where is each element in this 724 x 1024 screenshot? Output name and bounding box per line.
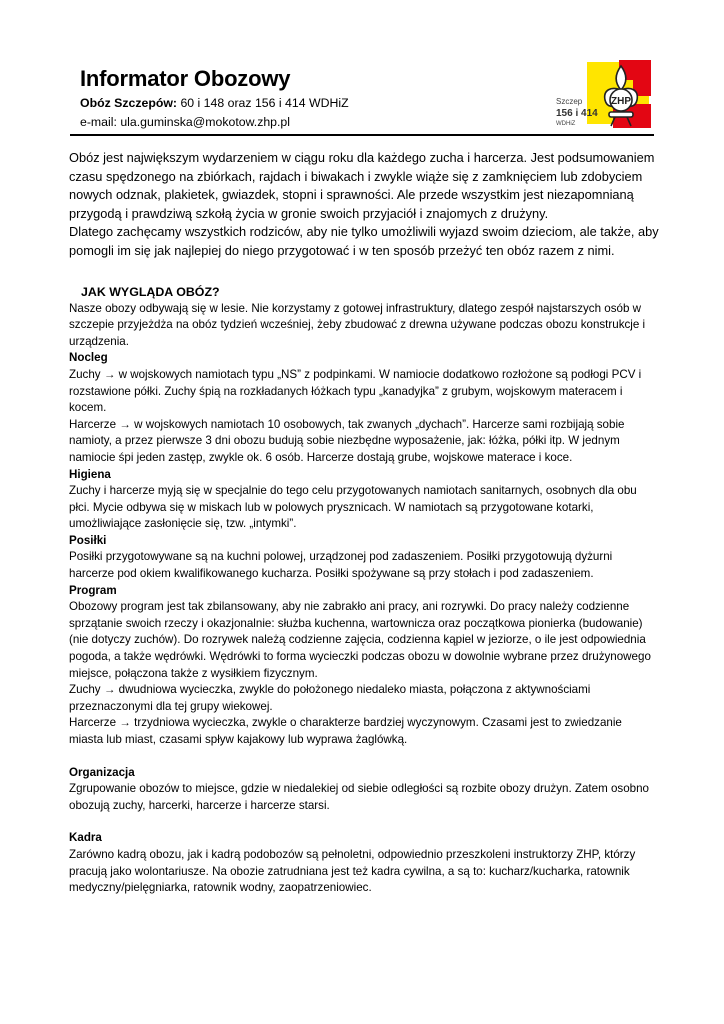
camp-label: Obóz Szczepów:	[80, 96, 178, 110]
arrow-right-icon: →	[103, 683, 116, 697]
arrow-right-icon: →	[119, 417, 131, 431]
organizacja-heading: Organizacja	[69, 765, 135, 779]
arrow-right-icon: →	[103, 367, 116, 381]
camp-value: 60 i 148 oraz 156 i 414 WDHiZ	[180, 96, 349, 110]
logo-line3: WDHiZ	[556, 121, 576, 127]
organizacja-text: Zgrupowanie obozów to miejsce, gdzie w niedalekiej od siebie odległości są rozbite obozy drużyn. Zatem osobno obozują zuchy, harcerki, harcerze i harcerze starsi.	[69, 782, 650, 812]
arrow-right-icon: →	[119, 716, 131, 730]
section-title: JAK WYGLĄDA OBÓZ?	[81, 284, 220, 299]
intro-paragraph-2: Dlatego zachęcamy wszystkich rodziców, aby nie tylko umożliwili wyjazd swoim dzieciom, ale także, aby pomogli im się jak najlepiej do niego przygotować i w ten sposób przeżyć ten obóz razem z nimi.	[69, 224, 659, 258]
header-divider	[70, 134, 654, 136]
nocleg-heading: Nocleg	[69, 351, 108, 365]
posilki-text: Posiłki przygotowywane są na kuchni polowej, urządzonej pod zadaszeniem. Posiłki przygotowują dyżurni harcerze pod okiem kwalifikowanego kucharza. Posiłki spożywane są przy stołach i pod zadaszeniem.	[69, 550, 613, 581]
program-heading: Program	[69, 583, 117, 597]
spacer	[69, 814, 659, 830]
kadra-heading: Kadra	[69, 831, 102, 845]
section-text: Nasze obozy odbywają się w lesie. Nie korzystamy z gotowej infrastruktury, dlatego zespół najstarszych osób w szczepie przyjeżdża na obóz tydzień wcześniej, żeby zbudować z drewna używane podczas obozu konstrukcje i urządzenia.	[69, 301, 646, 348]
program-zuchy: Zuchy → dwudniowa wycieczka, zwykle do położonego niedaleko miasta, połączona z aktywnościami przeznaczonymi dla tej grupy wiekowej.	[69, 683, 591, 713]
logo-line2: 156 i 414	[556, 108, 598, 119]
logo-line1: Szczep	[556, 97, 583, 106]
posilki-heading: Posiłki	[69, 533, 107, 547]
higiena-heading: Higiena	[69, 467, 111, 481]
higiena-text: Zuchy i harcerze myją się w specjalnie do tego celu przygotowanych namiotach sanitarnych, osobnych dla obu płci. Mycie odbywa się w miskach lub w polowych prysznicach. W namiotach są przygotowane kotarki, umożliwiające zasłonięcie się, tzw. „intymki”.	[69, 484, 637, 531]
spacer	[69, 749, 659, 765]
program-harcerze: Harcerze → trzydniowa wycieczka, zwykle o charakterze bardziej wyczynowym. Czasami jest to zwiedzanie miasta lub miast, czasami spływ kajakowy lub wyprawa żaglówką.	[69, 716, 622, 746]
program-text: Obozowy program jest tak zbilansowany, aby nie zabrakło ani pracy, ani rozrywki. Do pracy należy codzienne sprzątanie swoich rzeczy i okazjonalnie: służba kuchenna, wartownicza oraz początkowa pionierka (budowanie) (nie dotyczy zuchów). Do rozrywek należą codzienne zajęcia, codzienna kąpiel w jeziorze, o ile jest odpowiednia pogoda, a także wędrówki. Wędrówki to forma wycieczki podczas obozu w dowolnie wybrane przez drużynowego miejsce, połączona także z wysiłkiem fizycznym.	[69, 600, 651, 680]
logo-emblem-text: ZHP	[611, 96, 631, 107]
intro-paragraph-1: Obóz jest największym wydarzeniem w ciągu roku dla każdego zucha i harcerza. Jest podsumowaniem czasu spędzonego na zbiórkach, rajdach i biwakach i zwykle wiąże się z zamknięciem lub zdobyciem nowych odznak, plakietek, gwiazdek, stopni i sprawności. Ale przede wszystkim jest niezapomnianą przygodą i prawdziwą szkołą życia w gronie swoich przyjaciół i znajomych z drużyny.	[69, 150, 655, 221]
page-title: Informator Obozowy	[80, 66, 291, 91]
main-content	[69, 149, 659, 897]
nocleg-zuchy: Zuchy → w wojskowych namiotach typu „NS” z podpinkami. W namiocie dodatkowo rozłożone są podłogi PCV i rozstawione półki. Zuchy śpią na rozkładanych łóżkach typu „kanadyjka” z grubym, wojskowym materacem i kocem.	[69, 367, 642, 415]
nocleg-harcerze: Harcerze → w wojskowych namiotach 10 osobowych, tak zwanych „dychach”. Harcerze sami rozbijają sobie namioty, a przez pierwsze 3 dni obozu budują sobie niezbędne wyposażenie, jak: łóżka, półki itp. W jednym namiocie śpi jeden zastęp, zwykle ok. 6 osób. Harcerze dostają grube, wojskowe materace i koce.	[69, 417, 625, 464]
email-line: e-mail: ula.guminska@mokotow.zhp.pl	[80, 115, 291, 129]
troop-logo	[551, 60, 651, 128]
kadra-text: Zarówno kadrą obozu, jak i kadrą podobozów są pełnoletni, odpowiednio przeszkoleni instruktorzy ZHP, którzy pracują jako wolontariusze. Na obozie zatrudniana jest też kadra cywilna, a są to: kucharz/kucharka, ratownik medyczny/pielęgniarka, ratownik wodny, zaopatrzeniowiec.	[69, 847, 636, 895]
